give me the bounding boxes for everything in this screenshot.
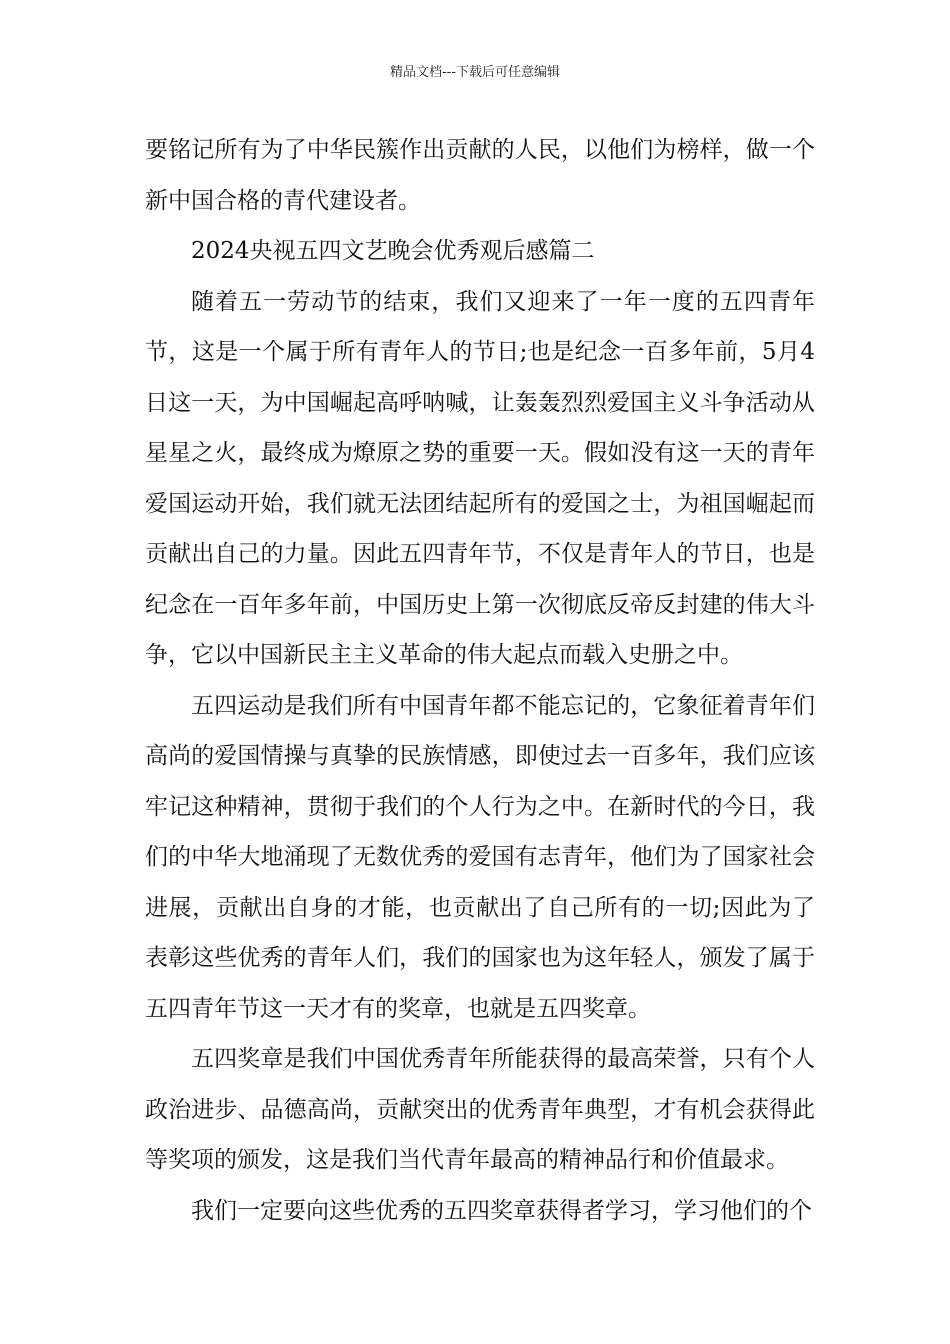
document-body (145, 125, 815, 1236)
paragraph: 五四运动是我们所有中国青年都不能忘记的，它象征着青年们高尚的爱国情操与真挚的民族情感，即使过去一百多年，我们应该牢记这种精神，贯彻于我们的个人行为之中。在新时代的今日，我们的中华大地涌现了无数优秀的爱国有志青年，他们为了国家社会进展，贡献出自身的才能，也贡献出了自己所有的一切;因此为了表彰这些优秀的青年人们，我们的国家也为这年轻人，颁发了属于五四青年节这一天才有的奖章，也就是五四奖章。 (145, 692, 815, 1022)
page-header: 精品文档---下载后可任意编辑 (389, 65, 561, 80)
paragraph-continued: 要铭记所有为了中华民簇作出贡献的人民，以他们为榜样，做一个新中国合格的青代建设者。 (145, 137, 815, 214)
paragraph: 五四奖章是我们中国优秀青年所能获得的最高荣誉，只有个人政治进步、品德高尚，贡献突出的优秀青年典型，才有机会获得此等奖项的颁发，这是我们当代青年最高的精神品行和价值最求。 (145, 1046, 815, 1173)
paragraph: 随着五一劳动节的结束，我们又迎来了一年一度的五四青年节，这是一个属于所有青年人的节日;也是纪念一百多年前，5月4日这一天，为中国崛起高呼呐喊，让轰轰烈烈爱国主义斗争活动从星星之火，最终成为燎原之势的重要一天。假如没有这一天的青年爱国运动开始，我们就无法团结起所有的爱国之士，为祖国崛起而贡献出自己的力量。因此五四青年节，不仅是青年人的节日，也是纪念在一百年多年前，中国历史上第一次彻底反帝反封建的伟大斗争，它以中国新民主主义革命的伟大起点而载入史册之中。 (145, 288, 815, 668)
paragraph-truncated: 我们一定要向这些优秀的五四奖章获得者学习，学习他们的个 (191, 1197, 812, 1224)
section-heading: 2024央视五四文艺晚会优秀观后感篇二 (191, 238, 595, 264)
